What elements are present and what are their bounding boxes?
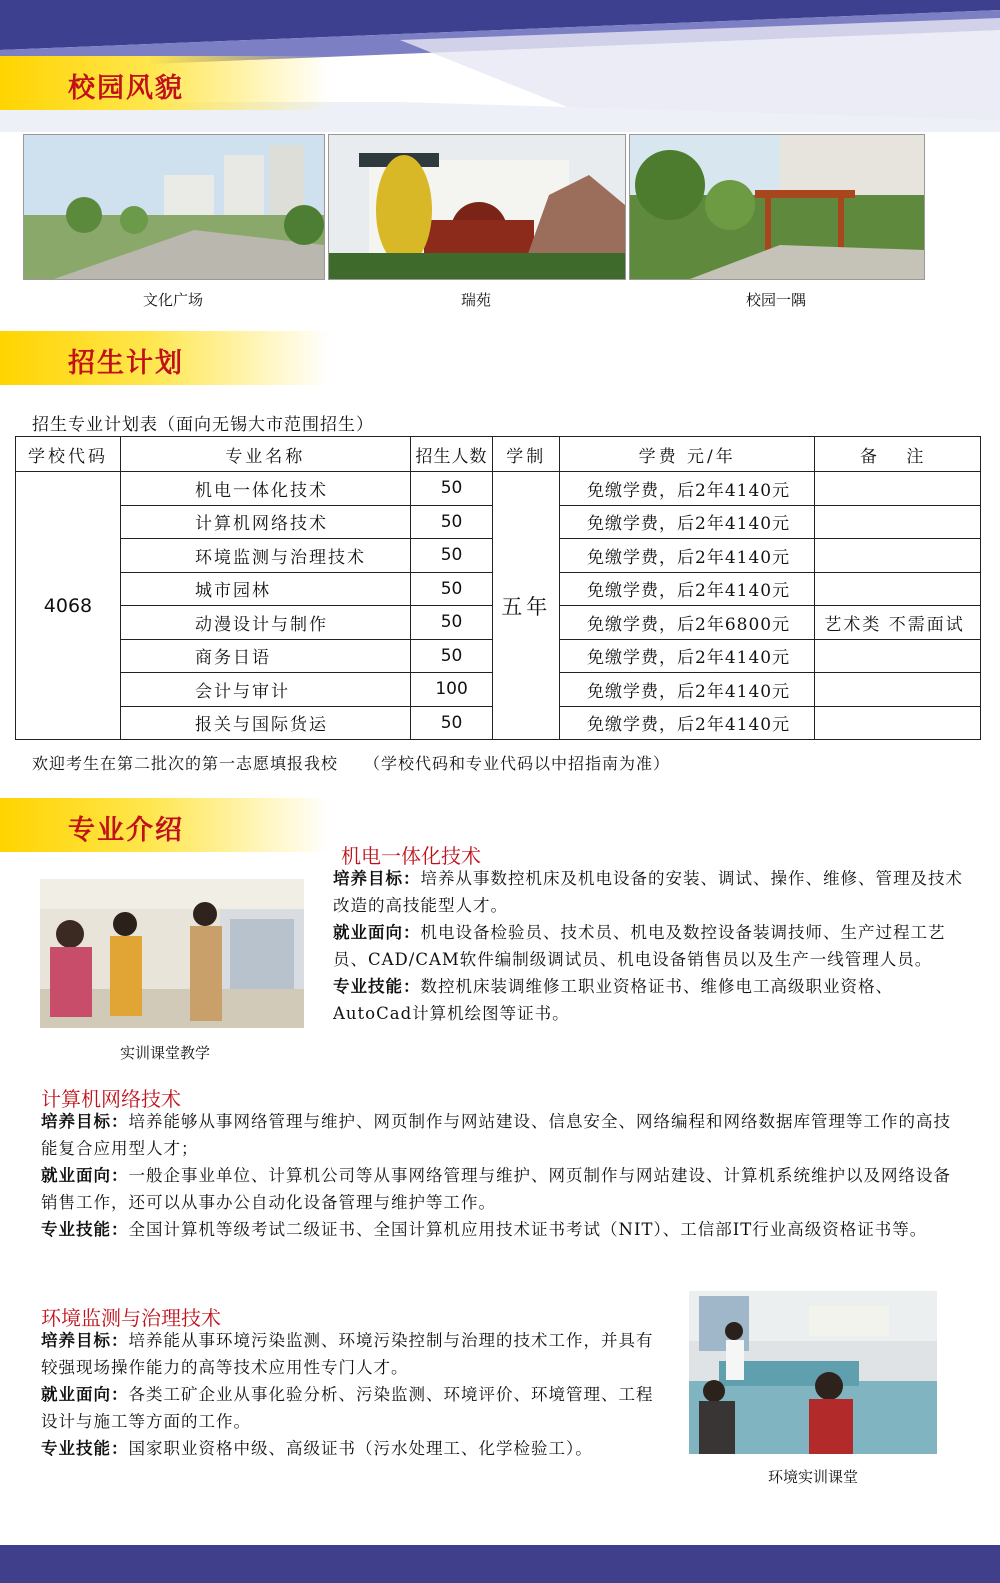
major-title-mech: 机电一体化技术 — [341, 844, 481, 868]
note-cell — [815, 572, 981, 606]
header-count: 招生人数 — [410, 437, 493, 472]
major-desc-net — [41, 1108, 961, 1243]
count-cell: 50 — [410, 505, 493, 539]
section-title-plan: 招生计划 — [68, 348, 184, 379]
count-cell: 50 — [410, 472, 493, 506]
count-cell: 100 — [410, 673, 493, 707]
env-skill-label: 专业技能： — [41, 1439, 129, 1458]
campus-photo-corner — [629, 134, 925, 280]
major-cell: 机电一体化技术 — [120, 472, 410, 506]
mech-skill — [333, 973, 963, 1027]
major-title-env: 环境监测与治理技术 — [41, 1306, 221, 1330]
note-cell: 艺术类 不需面试 — [815, 606, 981, 640]
school-code-cell: 4068 — [16, 472, 121, 740]
note-cell — [815, 639, 981, 673]
env-job-text: 各类工矿企业从事化验分析、污染监测、环境评价、环境管理、工程设计与施工等方面的工作。 — [41, 1385, 654, 1431]
mech-job-text: 机电设备检验员、技术员、机电及数控设备装调技师、生产过程工艺员、CAD/CAM软件编制级调试员、机电设备销售员以及生产一线管理人员。 — [333, 923, 946, 969]
section-title-campus: 校园风貌 — [68, 73, 184, 104]
major-cell: 城市园林 — [120, 572, 410, 606]
net-skill — [41, 1216, 961, 1243]
major-cell: 计算机网络技术 — [120, 505, 410, 539]
section-header-majors — [0, 798, 330, 852]
header-school-code: 学校代码 — [16, 437, 121, 472]
count-cell: 50 — [410, 572, 493, 606]
section-header-campus — [0, 56, 330, 110]
campus-caption-plaza: 文化广场 — [142, 291, 203, 309]
env-skill-text: 国家职业资格中级、高级证书（污水处理工、化学检验工）。 — [128, 1439, 593, 1458]
campus-photo-ruiyuan — [328, 134, 626, 280]
major-cell: 商务日语 — [120, 639, 410, 673]
env-job-label: 就业面向： — [41, 1385, 129, 1404]
fee-cell: 免缴学费，后2年4140元 — [560, 639, 815, 673]
duration-cell: 五年 — [493, 472, 560, 740]
header-fee: 学费 元/年 — [560, 437, 815, 472]
mech-goal-text: 培养从事数控机床及机电设备的安装、调试、操作、维修、管理及技术改造的高技能型人才。 — [333, 869, 963, 915]
header-note: 备 注 — [815, 437, 981, 472]
note-cell — [815, 472, 981, 506]
campus-photo-plaza — [23, 134, 325, 280]
major-cell: 会计与审计 — [120, 673, 410, 707]
net-skill-label: 专业技能： — [41, 1220, 129, 1239]
classroom-photo — [40, 879, 304, 1028]
fee-cell: 免缴学费，后2年4140元 — [560, 572, 815, 606]
major-cell: 环境监测与治理技术 — [120, 539, 410, 573]
lab-photo — [689, 1291, 937, 1454]
section-header-plan — [0, 331, 330, 385]
net-goal — [41, 1108, 961, 1162]
count-cell: 50 — [410, 706, 493, 740]
fee-cell: 免缴学费，后2年4140元 — [560, 706, 815, 740]
env-goal-label: 培养目标： — [41, 1331, 129, 1350]
major-desc-env — [41, 1327, 661, 1462]
net-goal-label: 培养目标： — [41, 1112, 129, 1131]
table-row — [16, 472, 981, 506]
count-cell: 50 — [410, 539, 493, 573]
fee-cell: 免缴学费，后2年4140元 — [560, 673, 815, 707]
note-cell — [815, 539, 981, 573]
major-cell: 报关与国际货运 — [120, 706, 410, 740]
mech-goal — [333, 865, 963, 919]
classroom-photo-caption: 实训课堂教学 — [119, 1044, 210, 1062]
net-job-text: 一般企事业单位、计算机公司等从事网络管理与维护、网页制作与网站建设、计算机系统维护以及网络设备销售工作，还可以从事办公自动化设备管理与维护等工作。 — [41, 1166, 951, 1212]
major-title-net: 计算机网络技术 — [41, 1087, 181, 1111]
major-cell: 动漫设计与制作 — [120, 606, 410, 640]
env-job — [41, 1381, 661, 1435]
note-cell — [815, 673, 981, 707]
fee-cell: 免缴学费，后2年6800元 — [560, 606, 815, 640]
fee-cell: 免缴学费，后2年4140元 — [560, 472, 815, 506]
env-goal-text: 培养能从事环境污染监测、环境污染控制与治理的技术工作，并具有较强现场操作能力的高等技术应用性专门人才。 — [41, 1331, 654, 1377]
net-job — [41, 1162, 961, 1216]
net-skill-text: 全国计算机等级考试二级证书、全国计算机应用技术证书考试（NIT）、工信部IT行业高级资格证书等。 — [128, 1220, 928, 1239]
count-cell: 50 — [410, 606, 493, 640]
fee-cell: 免缴学费，后2年4140元 — [560, 505, 815, 539]
plan-footnote: 欢迎考生在第二批次的第一志愿填报我校 （学校代码和专业代码以中招指南为准） — [32, 754, 671, 773]
mech-job-label: 就业面向： — [333, 923, 421, 942]
lab-photo-caption: 环境实训课堂 — [767, 1468, 858, 1486]
plan-table — [15, 436, 981, 740]
env-goal — [41, 1327, 661, 1381]
major-desc-mech — [333, 865, 963, 1027]
mech-skill-text: 数控机床装调维修工职业资格证书、维修电工高级职业资格、AutoCad计算机绘图等证书。 — [333, 977, 893, 1023]
campus-caption-ruiyuan: 瑞苑 — [460, 291, 491, 309]
campus-caption-corner: 校园一隅 — [745, 291, 806, 309]
note-cell — [815, 505, 981, 539]
fee-cell: 免缴学费，后2年4140元 — [560, 539, 815, 573]
count-cell: 50 — [410, 639, 493, 673]
header-duration: 学制 — [493, 437, 560, 472]
note-cell — [815, 706, 981, 740]
plan-table-title: 招生专业计划表（面向无锡大市范围招生） — [32, 415, 374, 435]
mech-skill-label: 专业技能： — [333, 977, 421, 996]
section-title-majors: 专业介绍 — [68, 815, 184, 846]
net-job-label: 就业面向： — [41, 1166, 129, 1185]
net-goal-text: 培养能够从事网络管理与维护、网页制作与网站建设、信息安全、网络编程和网络数据库管理等工作的高技能复合应用型人才； — [41, 1112, 951, 1158]
mech-job — [333, 919, 963, 973]
plan-table-header-row — [16, 437, 981, 472]
env-skill — [41, 1435, 661, 1462]
bottom-band — [0, 1545, 1000, 1583]
mech-goal-label: 培养目标： — [333, 869, 421, 888]
header-major: 专业名称 — [120, 437, 410, 472]
